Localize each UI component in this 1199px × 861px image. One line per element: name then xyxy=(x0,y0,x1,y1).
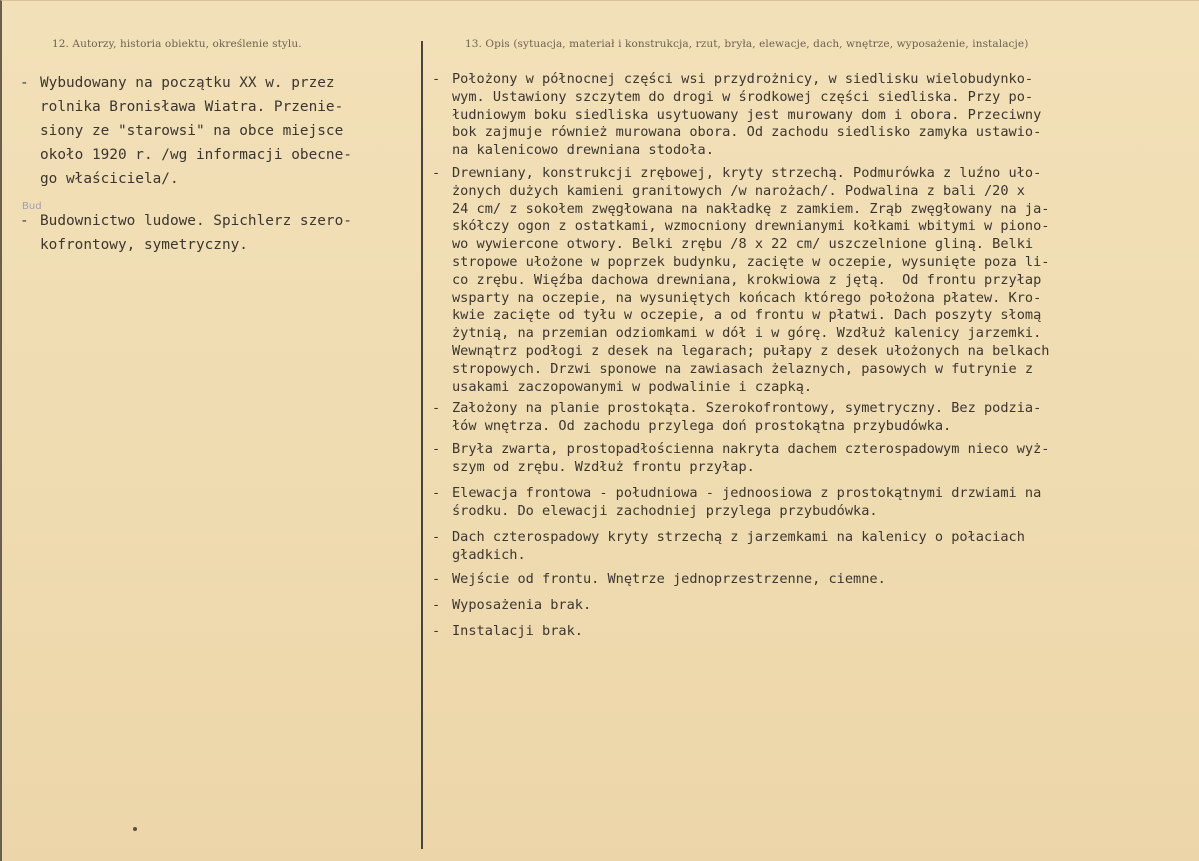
item-text xyxy=(452,71,1041,160)
ink-speck xyxy=(133,827,137,831)
text-line: Drewniany, konstrukcji zrębowej, kryty strzechą. Podmurówka z luźno uło- xyxy=(452,165,1042,181)
item-dash: - xyxy=(432,571,441,587)
item-dash: - xyxy=(432,623,441,639)
text-line: co zrębu. Więźba dachowa drewniana, krokwiowa z jętą. Od frontu przyłap xyxy=(452,271,1042,288)
text-line: Wewnątrz podłogi z desek na legarach; pułapy z desek ułożonych na belkach xyxy=(452,342,1050,359)
item-text xyxy=(452,571,886,589)
text-line: stropowych. Drzwi sponowe na zawiasach żelaznych, pasowych w futrynie z xyxy=(452,360,1034,377)
text-line: usakami zaczopowanymi w podwalinie i czapką. xyxy=(452,378,813,395)
item-dash: - xyxy=(432,441,441,457)
description-item xyxy=(432,441,1049,477)
text-line: Położony w północnej części wsi przydrożnicy, w siedlisku wielobudynko- xyxy=(452,71,1034,87)
right-section-header: 13. Opis (sytuacja, materiał i konstrukcja, rzut, bryła, elewacje, dach, wnętrze, wyposażenie, instalacje) xyxy=(465,38,1029,50)
text-line: żytnią, na przemian odziomkami w dół i w górę. Wzdłuż kalenicy jarzemki. xyxy=(452,325,1042,342)
text-line: kwie zacięte od tyłu w oczepie, a od frontu w płatwi. Dach poszyty słomą xyxy=(452,307,1042,324)
item-text xyxy=(452,529,1025,565)
description-item xyxy=(432,71,1041,160)
text-line: bok zajmuje również murowana obora. Od zachodu siedlisko zamyka ustawio- xyxy=(452,124,1042,141)
text-line: Założony na planie prostokąta. Szerokofrontowy, symetryczny. Bez podzia- xyxy=(452,400,1042,416)
text-line: wym. Ustawiony szczytem do drogi w środkowej części siedliska. Przy po- xyxy=(452,88,1034,105)
left-section-header: 12. Autorzy, historia obiektu, określenie stylu. xyxy=(52,38,302,50)
description-item xyxy=(20,209,352,257)
text-line: Instalacji brak. xyxy=(452,623,583,639)
item-text xyxy=(40,209,352,257)
text-line: rolnika Bronisława Wiatra. Przenie- xyxy=(40,99,344,115)
item-text xyxy=(40,71,352,191)
column-divider xyxy=(421,41,423,849)
text-line: Wybudowany na początku XX w. przez xyxy=(40,75,335,91)
faint-stamp: Bud xyxy=(22,201,42,212)
text-line: na kalenicowo drewniana stodoła. xyxy=(452,142,714,159)
text-line: Elewacja frontowa - południowa - jednoosiowa z prostokątnymi drzwiami na xyxy=(452,485,1042,501)
description-item xyxy=(432,571,886,589)
text-line: łudniowym boku siedliska usytuowany jest murowany dom i obora. Przeciwny xyxy=(452,106,1042,123)
text-line: łów wnętrza. Od zachodu przylega doń prostokątna przybudówka. xyxy=(452,417,952,434)
text-line: siony ze "starowsi" na obce miejsce xyxy=(40,123,344,139)
text-line: około 1920 r. /wg informacji obecne- xyxy=(40,147,352,163)
item-text xyxy=(452,485,1041,521)
text-line: Wyposażenia brak. xyxy=(452,597,592,613)
description-item xyxy=(20,71,352,191)
description-item xyxy=(432,597,591,615)
item-dash: - xyxy=(432,71,441,87)
text-line: szym od zrębu. Wzdłuż frontu przyłap. xyxy=(452,458,755,475)
text-line: Wejście od frontu. Wnętrze jednoprzestrzenne, ciemne. xyxy=(452,571,886,587)
item-dash: - xyxy=(20,213,29,229)
text-line: kofrontowy, symetryczny. xyxy=(40,237,248,253)
description-item xyxy=(432,529,1025,565)
text-line: wo wywiercone otwory. Belki zrębu /8 x 22 cm/ uszczelnione gliną. Belki xyxy=(452,236,1034,253)
text-line: go właściciela/. xyxy=(40,171,179,187)
item-dash: - xyxy=(432,529,441,545)
item-text xyxy=(452,623,583,641)
text-line: skółczy ogon z ostatkami, wzmocniony drewnianymi kołkami wbitymi w piono- xyxy=(452,218,1050,235)
text-line: Budownictwo ludowe. Spichlerz szero- xyxy=(40,213,352,229)
text-line: gładkich. xyxy=(452,546,526,563)
text-line: środku. Do elewacji zachodniej przylega przybudówka. xyxy=(452,502,878,519)
item-text xyxy=(452,597,591,615)
item-dash: - xyxy=(432,165,441,181)
item-dash: - xyxy=(432,485,441,501)
item-text xyxy=(452,441,1049,477)
description-item xyxy=(432,623,583,641)
item-text xyxy=(452,165,1049,396)
item-text xyxy=(452,400,1041,436)
text-line: 24 cm/ z sokołem zwęgłowana na nakładkę z zamkiem. Zrąb zwęgłowany na ja- xyxy=(452,200,1050,217)
text-line: Bryła zwarta, prostopadłościenna nakryta dachem czterospadowym nieco wyż- xyxy=(452,441,1050,457)
item-dash: - xyxy=(20,75,29,91)
text-line: wsparty na oczepie, na wysuniętych końcach którego położona płatew. Kro- xyxy=(452,289,1042,306)
description-item xyxy=(432,400,1041,436)
item-dash: - xyxy=(432,597,441,613)
description-item xyxy=(432,165,1049,396)
text-line: żonych dużych kamieni granitowych /w narożach/. Podwalina z bali /20 x xyxy=(452,182,1025,199)
text-line: stropowe ułożone w poprzek budynku, zacięte w oczepie, wysunięte poza li- xyxy=(452,253,1050,270)
text-line: Dach czterospadowy kryty strzechą z jarzemkami na kalenicy o połaciach xyxy=(452,529,1025,545)
description-item xyxy=(432,485,1041,521)
item-dash: - xyxy=(432,400,441,416)
